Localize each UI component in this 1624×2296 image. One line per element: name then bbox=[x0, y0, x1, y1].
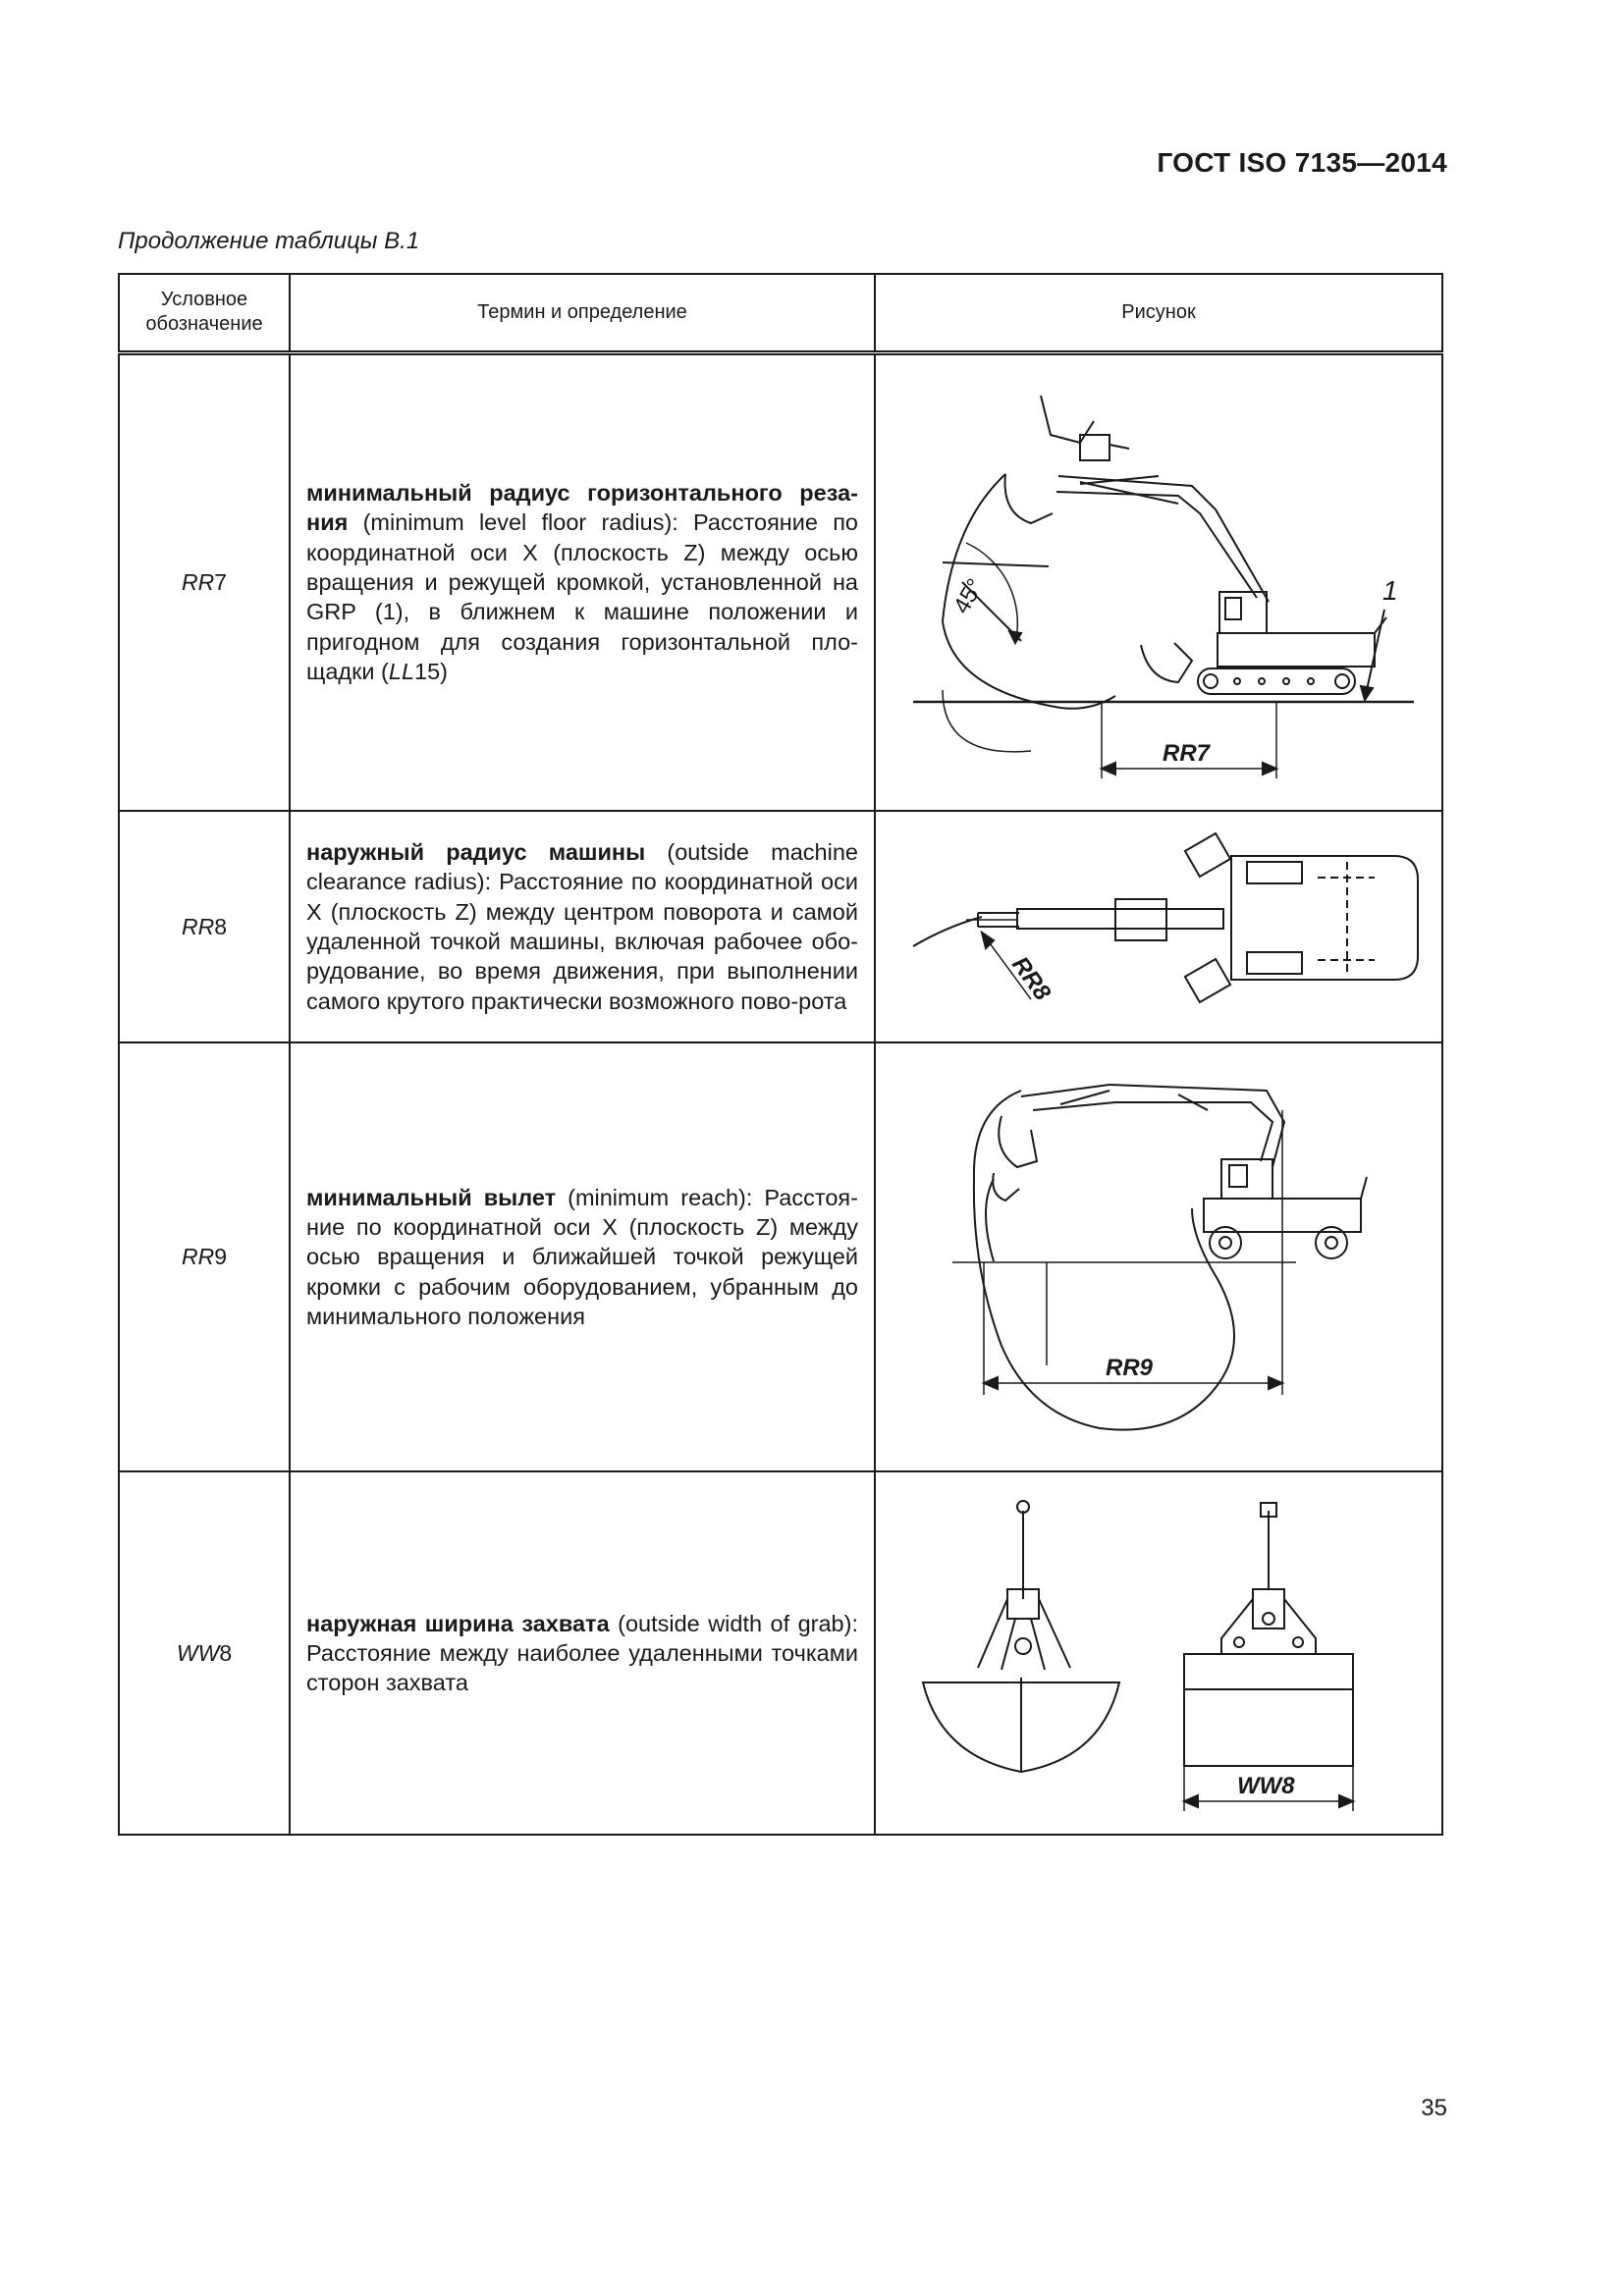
term-cell: минимальный вылет (minimum reach): Расстоя-ние по координатной оси X (плоскость Z) между осью вращения и ближайшей точкой режущей кромки с рабочим оборудованием, убранным до минимального положения bbox=[290, 1042, 875, 1471]
term-name: минимальный радиус горизонтального реза-ния bbox=[306, 480, 858, 536]
machine-clearance-radius-figure bbox=[884, 819, 1434, 1035]
grab-width-figure bbox=[884, 1481, 1434, 1825]
symbol-cell: RR8 bbox=[119, 811, 290, 1042]
figure-cell bbox=[875, 1042, 1442, 1471]
term-name: наружная ширина захвата bbox=[306, 1610, 610, 1636]
table-row bbox=[119, 1042, 1442, 1471]
document-code: ГОСТ ISO 7135—2014 bbox=[1157, 147, 1447, 178]
table-row bbox=[119, 1471, 1442, 1835]
dimension-label-rr8: RR8 bbox=[1006, 951, 1056, 1006]
excavator-level-floor-radius-figure bbox=[884, 366, 1434, 798]
figure-cell bbox=[875, 352, 1442, 811]
symbol-cell: WW8 bbox=[119, 1471, 290, 1835]
table-row bbox=[119, 811, 1442, 1042]
symbol-cell: RR7 bbox=[119, 352, 290, 811]
minimum-reach-figure bbox=[884, 1051, 1434, 1464]
term-cell: наружный радиус машины (outside machine clearance radius): Расстояние по координатной оси X (плоскость Z) между центром поворота и самой удаленной точкой машины, включая рабочее обо-рудование, во время движения, при выполнении самого крутого практически возможного пово-рота bbox=[290, 811, 875, 1042]
dimension-label-rr7: RR7 bbox=[1163, 740, 1211, 768]
grp-marker-label: 1 bbox=[1382, 575, 1398, 607]
figure-cell bbox=[875, 1471, 1442, 1835]
terms-table bbox=[118, 273, 1443, 1836]
column-header-symbol: Условное обозначение bbox=[119, 274, 290, 352]
dimension-label-ww8: WW8 bbox=[1237, 1773, 1295, 1799]
angle-label: 45° bbox=[947, 574, 990, 619]
term-name: наружный радиус машины bbox=[306, 839, 646, 866]
table-caption: Продолжение таблицы В.1 bbox=[118, 228, 420, 254]
table-header-row bbox=[119, 274, 1442, 352]
figure-cell bbox=[875, 811, 1442, 1042]
term-cell: минимальный радиус горизонтального реза-ния (minimum level floor radius): Расстояние по координатной оси X (плоскость Z) между осью вращения и режущей кромкой, установленной на GRP (1), в ближнем к машине положении и пригодном для создания горизонтальной пло-щадки (LL15) bbox=[290, 352, 875, 811]
column-header-term: Термин и определение bbox=[290, 274, 875, 352]
term-cell: наружная ширина захвата (outside width of grab): Расстояние между наиболее удаленными точками сторон захвата bbox=[290, 1471, 875, 1835]
table-row bbox=[119, 352, 1442, 811]
term-name: минимальный вылет bbox=[306, 1184, 557, 1210]
page-number: 35 bbox=[1421, 2095, 1447, 2121]
dimension-label-rr9: RR9 bbox=[1106, 1354, 1154, 1381]
column-header-figure: Рисунок bbox=[875, 274, 1442, 352]
symbol-cell: RR9 bbox=[119, 1042, 290, 1471]
